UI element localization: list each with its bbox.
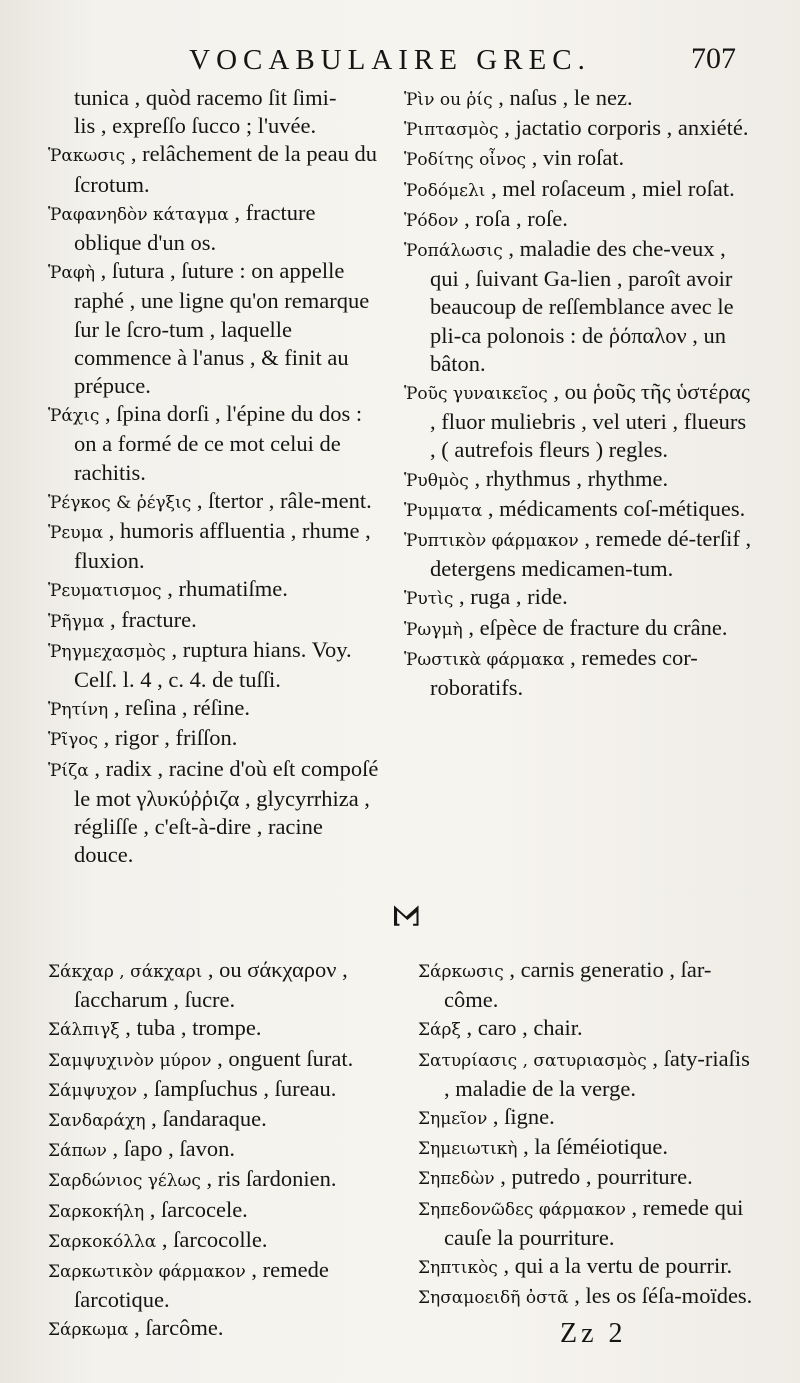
dictionary-entry — [404, 175, 752, 205]
greek-headword: Ῥιπτασμὸς — [404, 120, 499, 141]
dictionary-entry — [48, 636, 383, 694]
signature-mark: Zz 2 — [560, 1318, 627, 1349]
entry-definition: , ſutura , ſuture : on appelle raphé , une ligne qu'on remarque ſur le ſcro-tum , laquelle commence à l'anus , & finit au prépuce. — [74, 258, 370, 399]
entry-definition: , médicaments coſ-métiques. — [482, 495, 746, 521]
entry-definition: , roſa , roſe. — [458, 205, 568, 231]
greek-headword: Ῥοῦς γυναικεῖος — [404, 384, 548, 405]
entry-definition: , rigor , friſſon. — [98, 725, 238, 751]
dictionary-entry — [404, 84, 752, 114]
entry-definition: , rhumatiſme. — [161, 576, 288, 602]
dictionary-entry — [404, 114, 752, 144]
entry-definition: , maladie des che-veux , qui , ſuivant Ga-lien , paroît avoir beaucoup de reſſemblance avec le pli-ca polonois : de ῥόπαλον , un bâton. — [430, 236, 734, 376]
greek-headword: Ῥίζα — [48, 760, 89, 781]
entry-definition: , ſapo , ſavon. — [106, 1136, 235, 1162]
dictionary-entry — [48, 606, 383, 636]
entry-definition: , ou σάκχαρον , ſaccharum , ſucre. — [74, 957, 348, 1013]
greek-headword: Σαρκωτικὸν φάρμακον — [48, 1262, 246, 1283]
greek-headword: Σάρκωμα — [48, 1320, 129, 1341]
entry-definition: , ſarcocele. — [144, 1196, 248, 1222]
left-column-top — [48, 84, 383, 869]
entry-definition: , reſina , réſine. — [108, 695, 251, 721]
greek-headword: Σαρκοκόλλα — [48, 1231, 157, 1252]
entry-definition: , tuba , trompe. — [119, 1015, 262, 1041]
entry-definition: , qui a la vertu de pourrir. — [497, 1253, 733, 1279]
dictionary-entry — [404, 525, 752, 583]
dictionary-entry — [48, 694, 383, 724]
entry-definition: , ris ſardonien. — [200, 1166, 337, 1192]
dictionary-entry — [418, 1133, 760, 1163]
greek-headword: Σάμψυχον — [48, 1080, 138, 1101]
entry-definition: , ſarcocolle. — [156, 1226, 268, 1252]
entry-definition: , naſus , le nez. — [492, 85, 633, 110]
greek-headword: Ῥοδόμελι — [404, 180, 486, 201]
greek-headword: Σηπτικὸς — [418, 1258, 498, 1279]
entry-definition: , radix , racine d'où eſt compoſé le mot γλυκύῤῥιζα , glycyrrhiza , régliſſe , c'eſt-à-dire , racine douce. — [74, 755, 379, 868]
dictionary-entry — [418, 956, 760, 1014]
section-letter-sigma: Σ — [385, 903, 426, 929]
entry-definition: , ou ῥοῦς τῆς ὑστέρας , fluor muliebris , vel uteri , flueurs , ( autrefois fleurs ) regles. — [430, 379, 750, 463]
greek-headword: Ῥευμα — [48, 523, 104, 544]
entry-definition: , relâchement de la peau du ſcrotum. — [74, 141, 377, 197]
dictionary-entry — [48, 755, 383, 870]
entry-definition: , putredo , pourriture. — [494, 1164, 693, 1190]
entry-definition: lis , expreſſo ſucco ; l'uvée. — [74, 113, 317, 139]
entry-definition: , ruptura hians. Voy. Celſ. l. 4 , c. 4. de tuſſi. — [74, 636, 352, 693]
dictionary-entry — [404, 235, 752, 378]
entry-definition: , jactatio corporis , anxiété. — [498, 115, 749, 141]
greek-headword: Σαρδώνιος γέλως — [48, 1171, 201, 1192]
dictionary-entry — [418, 1282, 760, 1312]
dictionary-entry — [48, 257, 383, 400]
dictionary-entry — [418, 1045, 760, 1103]
greek-headword: Σημειωτικὴ — [418, 1139, 518, 1160]
entry-definition: , humoris affluentia , rhume , fluxion. — [74, 518, 371, 574]
greek-headword: Ῥοδίτης οἶνος — [404, 150, 527, 171]
entry-definition: , carnis generatio , ſar-côme. — [444, 957, 712, 1013]
greek-headword: Σάπων — [48, 1141, 107, 1162]
right-column-bottom — [418, 956, 760, 1312]
greek-headword: Ῥακωσις — [48, 146, 126, 167]
dictionary-entry — [48, 1135, 406, 1165]
dictionary-entry — [48, 140, 383, 198]
dictionary-entry — [404, 495, 752, 525]
greek-headword: Ῥοπάλωσις — [404, 241, 503, 262]
greek-headword: Ῥάχις — [48, 406, 100, 427]
greek-headword: Σάρξ — [418, 1020, 461, 1041]
entry-definition: , ſpina dorſi , l'épine du dos : on a formé de ce mot celui de rachitis. — [74, 401, 363, 485]
greek-headword: Ῥωστικὰ φάρμακα — [404, 649, 565, 670]
entry-definition: , les os ſéſa-moïdes. — [568, 1283, 753, 1309]
dictionary-entry — [48, 199, 383, 257]
greek-headword: Σάκχαρ , σάκχαρι — [48, 962, 203, 982]
dictionary-entry — [48, 575, 383, 605]
greek-headword: Σημεῖον — [418, 1109, 488, 1130]
greek-headword: Σαμψυχινὸν μύρον — [48, 1050, 212, 1071]
entry-definition: , eſpèce de fracture du crâne. — [462, 614, 728, 640]
dictionary-entry — [404, 583, 752, 613]
dictionary-entry — [48, 1165, 406, 1195]
entry-definition: , ſaty-riaſis , maladie de la verge. — [444, 1045, 750, 1101]
entry-definition: , fracture. — [104, 606, 197, 632]
entry-definition: , ſigne. — [487, 1104, 555, 1130]
entry-definition: , remede qui cauſe la pourriture. — [444, 1194, 744, 1250]
greek-headword: Ῥῖγος — [48, 730, 99, 751]
greek-headword: Σανδαράχη — [48, 1111, 146, 1132]
greek-headword: Σάλπιγξ — [48, 1020, 120, 1041]
greek-headword: Ῥαφανηδὸν κάταγμα — [48, 204, 229, 225]
dictionary-entry — [48, 1014, 406, 1044]
entry-definition: , la ſéméiotique. — [517, 1134, 669, 1160]
dictionary-entry — [404, 205, 752, 235]
dictionary-entry — [48, 1226, 406, 1256]
greek-headword: Ῥυθμὸς — [404, 470, 469, 491]
dictionary-entry — [48, 1256, 406, 1314]
entry-definition: , rhythmus , rhythme. — [468, 465, 669, 491]
greek-headword: Ῥαφὴ — [48, 263, 95, 284]
greek-headword: Ῥυμματα — [404, 500, 483, 521]
dictionary-entry — [48, 1314, 406, 1344]
entry-definition: , ſtertor , râle-ment. — [191, 487, 372, 513]
right-column-top — [404, 84, 752, 702]
left-column-bottom — [48, 956, 406, 1345]
greek-headword: Ῥυπτικὸν φάρμακον — [404, 531, 579, 552]
greek-headword: Ῥὶν ou ῥίς — [404, 90, 493, 110]
running-head: VOCABULAIRE GREC. — [189, 44, 591, 76]
greek-headword: Σατυρίασις , σατυριασμὸς — [418, 1050, 647, 1071]
greek-headword: Σάρκωσις — [418, 962, 504, 982]
dictionary-entry — [48, 1045, 406, 1075]
greek-headword: Ῥῆγμα — [48, 611, 105, 632]
dictionary-entry — [418, 1163, 760, 1193]
entry-definition: , onguent ſurat. — [211, 1045, 354, 1071]
greek-headword: Σαρκοκήλη — [48, 1201, 145, 1222]
entry-definition: , vin roſat. — [526, 145, 625, 171]
entry-definition: , ſampſuchus , ſureau. — [137, 1075, 337, 1101]
dictionary-entry — [48, 487, 383, 517]
entry-definition: , remedes cor-roboratifs. — [430, 644, 698, 701]
dictionary-entry — [48, 400, 383, 487]
dictionary-entry — [48, 724, 383, 754]
greek-headword: Ῥηγμεχασμὸς — [48, 641, 166, 662]
dictionary-entry — [48, 517, 383, 575]
dictionary-entry — [418, 1194, 760, 1252]
dictionary-entry — [404, 614, 752, 644]
dictionary-entry — [48, 956, 406, 1014]
greek-headword: Σηπεδονῶδες φάρμακον — [418, 1199, 626, 1220]
dictionary-entry — [404, 378, 752, 465]
entry-definition: tunica , quòd racemo ſit ſimi- — [74, 85, 337, 110]
greek-headword: Σηπεδὼν — [418, 1169, 495, 1190]
entry-definition: , ſandaraque. — [145, 1106, 267, 1132]
entry-definition: , fracture oblique d'un os. — [74, 199, 316, 256]
greek-headword: Ῥευματισμος — [48, 581, 162, 602]
entry-definition: , caro , chair. — [460, 1015, 583, 1041]
dictionary-entry — [404, 465, 752, 495]
dictionary-entry — [418, 1014, 760, 1044]
entry-definition: , mel roſaceum , miel roſat. — [485, 175, 735, 201]
entry-definition: , ruga , ride. — [453, 584, 568, 610]
page-number: 707 — [691, 42, 736, 75]
entry-definition: , ſarcôme. — [128, 1315, 224, 1341]
greek-headword: Ῥέγκος & ῥέγξις — [48, 492, 192, 513]
greek-headword: Σησαμοειδῆ ὀστᾶ — [418, 1288, 569, 1309]
entry-definition: , remede ſarcotique. — [74, 1257, 329, 1313]
dictionary-entry — [48, 84, 383, 112]
dictionary-entry — [48, 1105, 406, 1135]
dictionary-entry — [404, 144, 752, 174]
dictionary-entry — [48, 1196, 406, 1226]
greek-headword: Ῥητίνη — [48, 700, 109, 721]
dictionary-entry — [48, 1075, 406, 1105]
dictionary-entry — [404, 644, 752, 702]
greek-headword: Ῥωγμὴ — [404, 619, 463, 640]
dictionary-entry — [418, 1252, 760, 1282]
dictionary-entry — [418, 1103, 760, 1133]
entry-definition: , remede dé-terſif , detergens medicamen-tum. — [430, 526, 752, 582]
greek-headword: Ῥόδον — [404, 210, 459, 231]
dictionary-entry — [48, 112, 383, 140]
greek-headword: Ῥυτὶς — [404, 589, 454, 610]
